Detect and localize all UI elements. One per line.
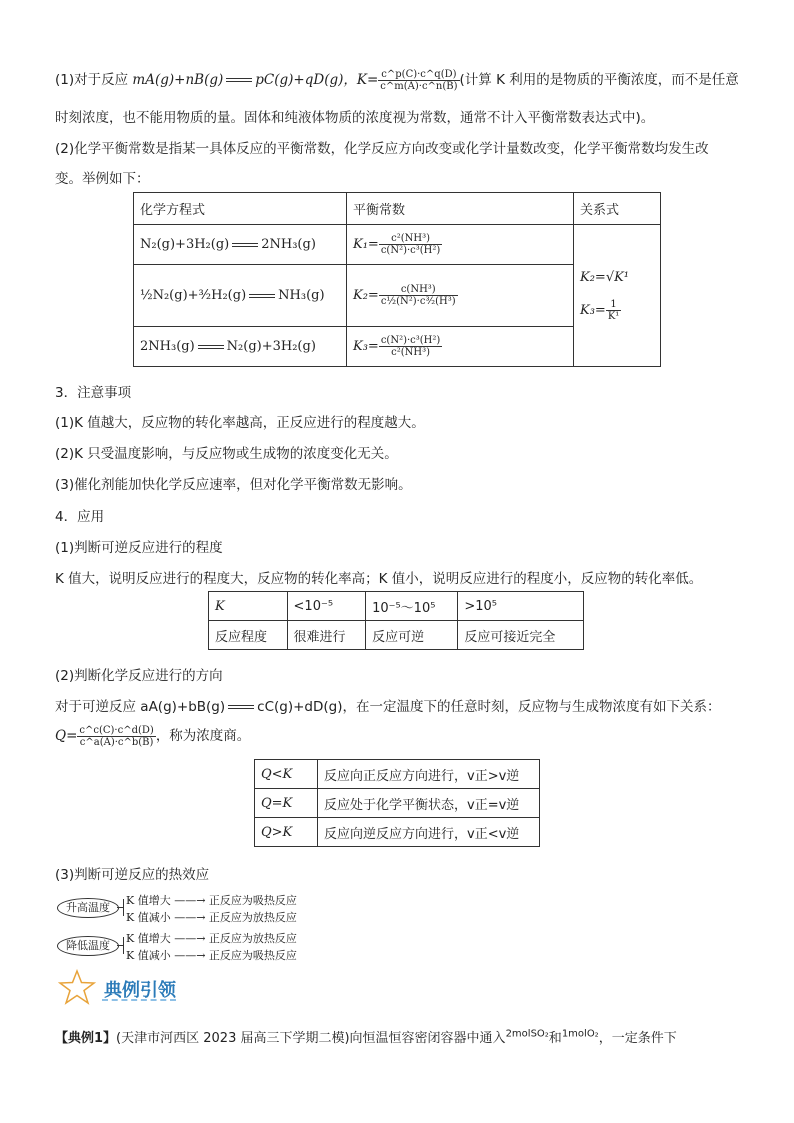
paragraph-1-line-2: 时刻浓度，也不能用物质的量。固体和纯液体物质的浓度视为常数，通常不计入平衡常数表达式中)。 bbox=[55, 110, 655, 126]
flow-item: K 值增大 ——→ 正反应为吸热反应 bbox=[126, 894, 297, 907]
equation-cell: 2NH₃(g) N₂(g)+3H₂(g) bbox=[134, 327, 347, 367]
paragraph-2-line-1: (2)化学平衡常数是指某一具体反应的平衡常数，化学反应方向改变或化学计量数改变，化学平衡常数均发生改 bbox=[55, 141, 709, 157]
note-item: (2)K 只受温度影响，与反应物或生成物的浓度变化无关。 bbox=[55, 446, 398, 462]
star-icon bbox=[58, 969, 96, 1005]
flow-item: K 值减小 ——→ 正反应为放热反应 bbox=[126, 911, 297, 924]
relation-2: K₃= $\frac{1}{\text{K¹}}$ bbox=[580, 298, 620, 322]
note-item: (3)催化剂能加快化学反应速率，但对化学平衡常数无影响。 bbox=[55, 477, 412, 493]
equation-cell: ½N₂(g)+³⁄₂H₂(g) NH₃(g) bbox=[134, 265, 347, 327]
section-4-title: 4．应用 bbox=[55, 509, 105, 525]
constant-cell: K₁= $\frac{\text{c²(NH³)}}{\text{c(N²)·c³(H²)}}$ bbox=[347, 225, 574, 265]
section-3-title: 3．注意事项 bbox=[55, 385, 132, 401]
relation-1: K₂=√K¹ bbox=[580, 269, 630, 285]
constant-cell: K₃= $\frac{\text{c(N²)·c³(H²)}}{\text{c²(NH³)}}$ bbox=[347, 327, 574, 367]
subsection-2-desc: 对于可逆反应 aA(g)+bB(g) cC(g)+dD(g)，在一定温度下的任意时刻，反应物与生成物浓度有如下关系： bbox=[55, 699, 721, 715]
subsection-2-title: (2)判断化学反应进行的方向 bbox=[55, 668, 223, 684]
reaction-degree-table: K <10⁻⁵ 10⁻⁵～10⁵ >10⁵ 反应程度 很难进行 反应可逆 反应可接近完全 bbox=[208, 591, 584, 650]
heading-underline bbox=[102, 999, 176, 1001]
raise-temp-node: 升高温度 bbox=[57, 898, 119, 918]
quotient-formula: Q= $\frac{c\^{}c(C)\cdot c\^{}d(D)}{c\^{}a(A)\cdot c\^{}b(B)}$ ，称为浓度商。 bbox=[55, 724, 251, 748]
flow-item: K 值增大 ——→ 正反应为放热反应 bbox=[126, 932, 297, 945]
subsection-1-title: (1)判断可逆反应进行的程度 bbox=[55, 540, 223, 556]
constant-cell: K₂= $\frac{\text{c(NH³)}}{\text{c½(N²)·c³⁄₂(H³)}}$ bbox=[347, 265, 574, 327]
note-item: (1)K 值越大，反应物的转化率越高，正反应进行的程度越大。 bbox=[55, 415, 425, 431]
equilibrium-arrow bbox=[226, 77, 252, 83]
table-header: 化学方程式 bbox=[134, 193, 347, 225]
flow-item: K 值减小 ——→ 正反应为吸热反应 bbox=[126, 949, 297, 962]
subsection-1-desc: K 值大，说明反应进行的程度大，反应物的转化率高；K 值小，说明反应进行的程度小，反应物的转化率低。 bbox=[55, 571, 703, 587]
section-heading: 典例引领 bbox=[104, 980, 176, 1001]
equation-cell: N₂(g)+3H₂(g) 2NH₃(g) bbox=[134, 225, 347, 265]
equilibrium-constant-table bbox=[133, 192, 661, 367]
lower-temp-node: 降低温度 bbox=[57, 936, 119, 956]
subsection-3-title: (3)判断可逆反应的热效应 bbox=[55, 867, 210, 883]
table-header: 关系式 bbox=[574, 193, 661, 225]
k-fraction: $\frac{c\^{}p(C)\cdot c\^{}q(D)}{c\^{}m(A)\cdot c\^{}n(B)}$ bbox=[380, 68, 458, 92]
example-1: 【典例1】(天津市河西区 2023 届高三下学期二模)向恒温恒容密闭容器中通入$^{2molSO_2}$和$^{1molO_2}$，一定条件下 bbox=[55, 1028, 677, 1046]
paragraph-1-line-1: (1)对于反应 mA(g)+nB(g) pC(g)+qD(g)，K= $\frac{c\^{}p(C)\cdot c\^{}q(D)}{c\^{}m(A)\cdot c\^{}n(B)}$ (计算 K 利用的是物质的平衡浓度，而不是任意 bbox=[55, 68, 739, 92]
direction-table: Q<K 反应向正反应方向进行，v正>v逆 Q=K 反应处于化学平衡状态，v正=v逆 Q>K 反应向逆反应方向进行，v正<v逆 bbox=[254, 759, 540, 847]
paragraph-2-line-2: 变。举例如下： bbox=[55, 171, 150, 187]
table-header: 平衡常数 bbox=[347, 193, 574, 225]
relation-cell bbox=[574, 225, 661, 367]
